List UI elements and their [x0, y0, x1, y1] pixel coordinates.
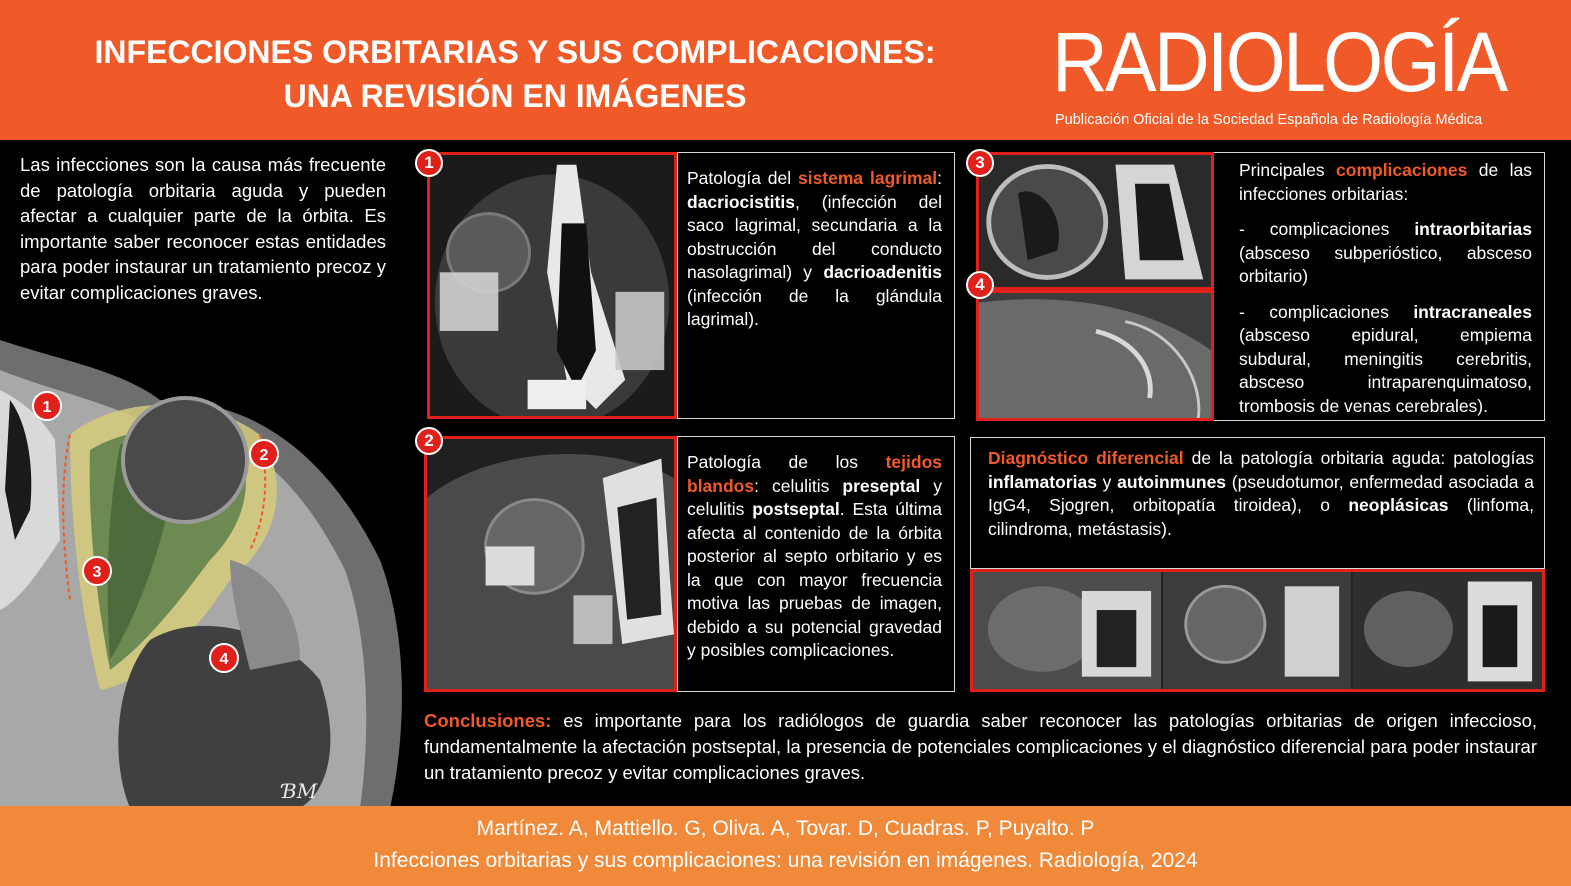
panel-1-text: Patología del sistema lagrimal: dacriocistitis, (infección del saco lagrimal, secundaria a la obstrucción del conducto nasolagrimal) y dacrioadenitis (infección de la glándula lagrimal).: [677, 152, 955, 419]
panel-4-badge: 4: [966, 271, 994, 299]
illustration-marker-4: [210, 644, 238, 672]
illustration-marker-3: [83, 557, 111, 585]
ct-images-differential: [970, 569, 1545, 692]
ct-image-lacrimal: [427, 152, 677, 419]
header-banner: [0, 0, 1571, 140]
authors: Martínez. A, Mattiello. G, Oliva. A, Tovar. D, Cuadras. P, Puyalto. P: [476, 817, 1095, 840]
orbit-illustration: [0, 340, 410, 808]
citation: Infecciones orbitarias y sus complicaciones: una revisión en imágenes. Radiología, 2024: [373, 849, 1198, 872]
conclusion-text: Conclusiones: es importante para los radiólogos de guardia saber reconocer las patologías orbitarias de origen infeccioso, fundamentalmente la afectación postseptal, la presencia de potenciales complicaciones y el diagnóstico diferencial para poder instaurar un tratamiento precoz y evitar complicaciones graves.: [424, 710, 1537, 783]
panel-2-text: Patología de los tejidos blandos: celulitis preseptal y celulitis postseptal. Esta última afecta al contenido de la órbita posterior al septo orbitario y es la que con mayor frecuencia motiva las pruebas de imagen, debido a su potencial gravedad y posibles complicaciones.: [677, 436, 955, 692]
svg-text:1: 1: [42, 399, 52, 416]
journal-logo: RADIOLOGÍA: [1052, 15, 1506, 109]
mri-image-intracranial: [976, 290, 1214, 421]
illustration-marker-1: [33, 392, 61, 420]
differential-text: Diagnóstico diferencial de la patología orbitaria aguda: patologías inflamatorias y autoinmunes (pseudotumor, enfermedad asociada a IgG4, Sjogren, orbitopatía tiroidea), o neoplásicas (linfoma, cilindroma, metástasis).: [970, 437, 1545, 569]
illustration-signature: ƁM: [282, 779, 318, 803]
title-line-2: UNA REVISIÓN EN IMÁGENES: [283, 78, 747, 114]
poster-title: [20, 30, 1010, 118]
panel-3-badge: 3: [966, 149, 994, 177]
journal-subtitle: Publicación Oficial de la Sociedad Española de Radiología Médica: [1055, 112, 1483, 128]
title-line-1: INFECCIONES ORBITARIAS Y SUS COMPLICACIONES:: [94, 34, 936, 70]
panel-3-text: Principales complicaciones de las infecciones orbitarias: - complicaciones intraorbitarias (absceso subperióstico, absceso orbitario) - complicaciones intracraneales (absceso epidural, empiema subdural, meningitis cerebritis, absceso intraparenquimatoso, trombosis de venas cerebrales).: [1214, 152, 1545, 421]
ct-image-soft-tissue: [424, 436, 677, 692]
intro-text: Las infecciones son la causa más frecuente de patología orbitaria aguda y pueden afectar a cualquier parte de la órbita. Es importante saber reconocer estas entidades para poder instaurar un tratamiento precoz y evitar complicaciones graves.: [20, 154, 386, 303]
svg-text:3: 3: [92, 564, 102, 581]
illustration-marker-2: [250, 440, 278, 468]
ct-image-intraorbital: [976, 152, 1214, 290]
panel-2-badge: 2: [415, 427, 443, 455]
svg-text:4: 4: [219, 651, 229, 668]
footer-banner: [0, 806, 1571, 886]
panel-1-badge: 1: [415, 149, 443, 177]
svg-text:2: 2: [259, 447, 269, 464]
